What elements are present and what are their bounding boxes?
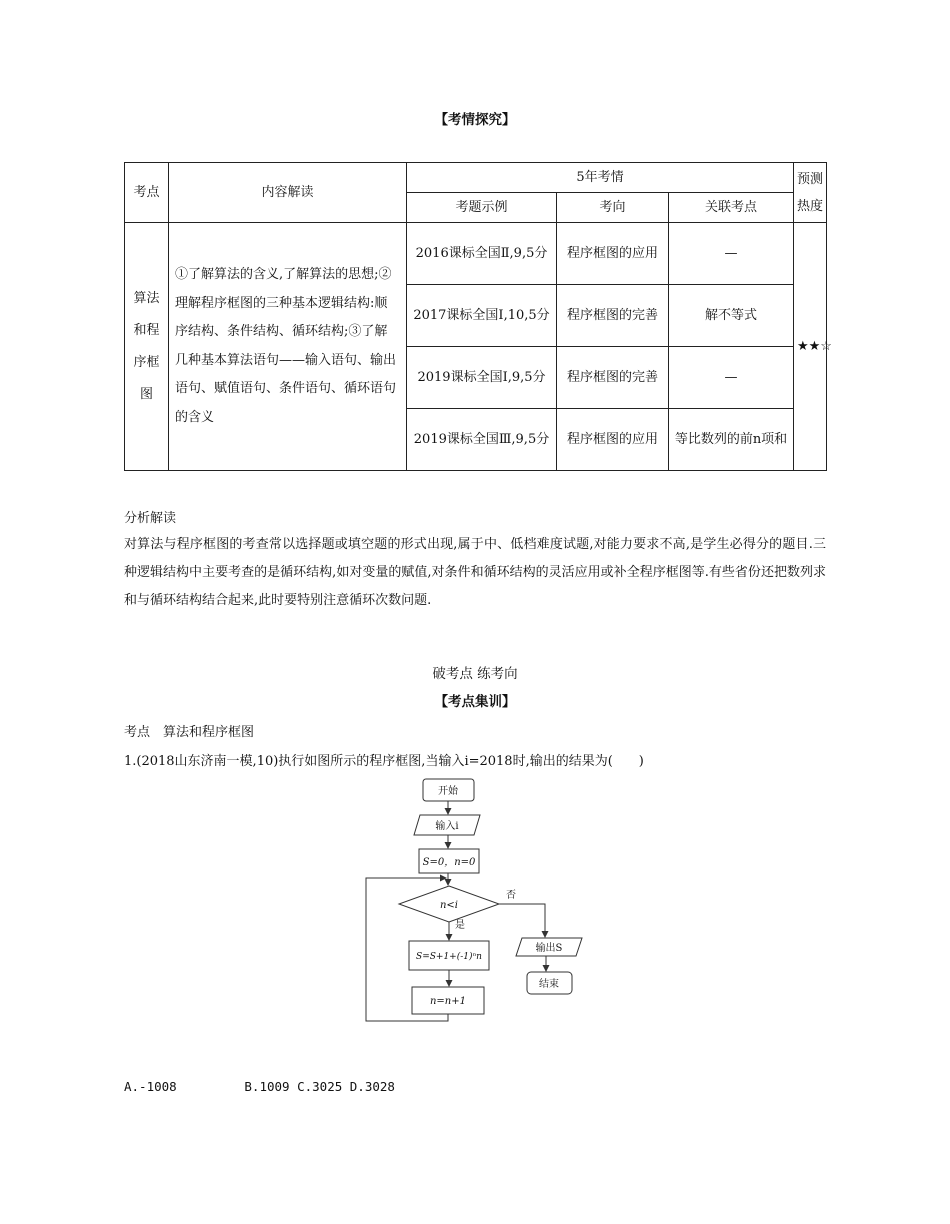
update-n-label: n=n+1 <box>429 996 467 1007</box>
header-neirong: 内容解读 <box>169 163 407 223</box>
example-cell-3: 2019课标全国Ⅰ,9,5分 <box>407 347 557 409</box>
section-title: 【考情探究】 <box>434 112 516 128</box>
cond-label: n<i <box>439 900 459 911</box>
init-label: S=0，n=0 <box>422 857 476 868</box>
kaodian-cell: 算法和程序框图 <box>125 223 169 471</box>
question-text: 1.(2018山东济南一模,10)执行如图所示的程序框图,当输入i=2018时,输出的结果为( ) <box>124 754 644 769</box>
header-kaoxiang: 考向 <box>557 193 669 223</box>
section2-title: 破考点 练考向 <box>432 666 518 682</box>
header-guanlian: 关联考点 <box>669 193 794 223</box>
guanlian-cell-2: 解不等式 <box>669 285 794 347</box>
no-label: 否 <box>506 890 516 901</box>
content-cell: ①了解算法的含义,了解算法的思想;②理解程序框图的三种基本逻辑结构:顺序结构、条件结构、循环结构;③了解几种基本算法语句——输入语句、输出语句、赋值语句、条件语句、循环语句的含义 <box>169 223 407 471</box>
header-kaodian: 考点 <box>125 163 169 223</box>
guanlian-cell-4: 等比数列的前n项和 <box>669 409 794 471</box>
topic-line: 考点 算法和程序框图 <box>124 725 255 740</box>
example-cell-4: 2019课标全国Ⅲ,9,5分 <box>407 409 557 471</box>
example-cell-2: 2017课标全国Ⅰ,10,5分 <box>407 285 557 347</box>
analysis-text: 对算法与程序框图的考查常以选择题或填空题的形式出现,属于中、低档难度试题,对能力要求不高,是学生必得分的题目.三种逻辑结构中主要考查的是循环结构,如对变量的赋值,对条件和循环结构的灵活应用或补全程序框图等.有些省份还把数列求和与循环结构结合起来,此时要特别注意循环次数问题. <box>124 537 826 608</box>
kaoxiang-cell-1: 程序框图的应用 <box>557 223 669 285</box>
heat-rating: ★★☆ <box>794 223 827 471</box>
end-label: 结束 <box>539 979 559 990</box>
kaoxiang-cell-2: 程序框图的完善 <box>557 285 669 347</box>
guanlian-cell-3: — <box>669 347 794 409</box>
input-label: 输入i <box>435 821 459 832</box>
header-example: 考题示例 <box>407 193 557 223</box>
start-label: 开始 <box>438 786 458 797</box>
kaoxiang-cell-3: 程序框图的完善 <box>557 347 669 409</box>
yes-label: 是 <box>455 920 465 931</box>
header-5year: 5年考情 <box>407 163 794 193</box>
section3-title: 【考点集训】 <box>434 694 516 710</box>
analysis-title: 分析解读 <box>124 511 177 526</box>
arrow-cond-no <box>499 904 545 937</box>
example-cell-1: 2016课标全国Ⅱ,9,5分 <box>407 223 557 285</box>
update-s-label: S=S+1+(-1)ⁿn <box>416 952 482 962</box>
answer-options: A.-1008 B.1009 C.3025 D.3028 <box>124 1079 395 1094</box>
header-yuce: 预测热度 <box>794 163 827 223</box>
guanlian-cell-1: — <box>669 223 794 285</box>
kaoxiang-cell-4: 程序框图的应用 <box>557 409 669 471</box>
output-label: 输出S <box>535 943 563 954</box>
